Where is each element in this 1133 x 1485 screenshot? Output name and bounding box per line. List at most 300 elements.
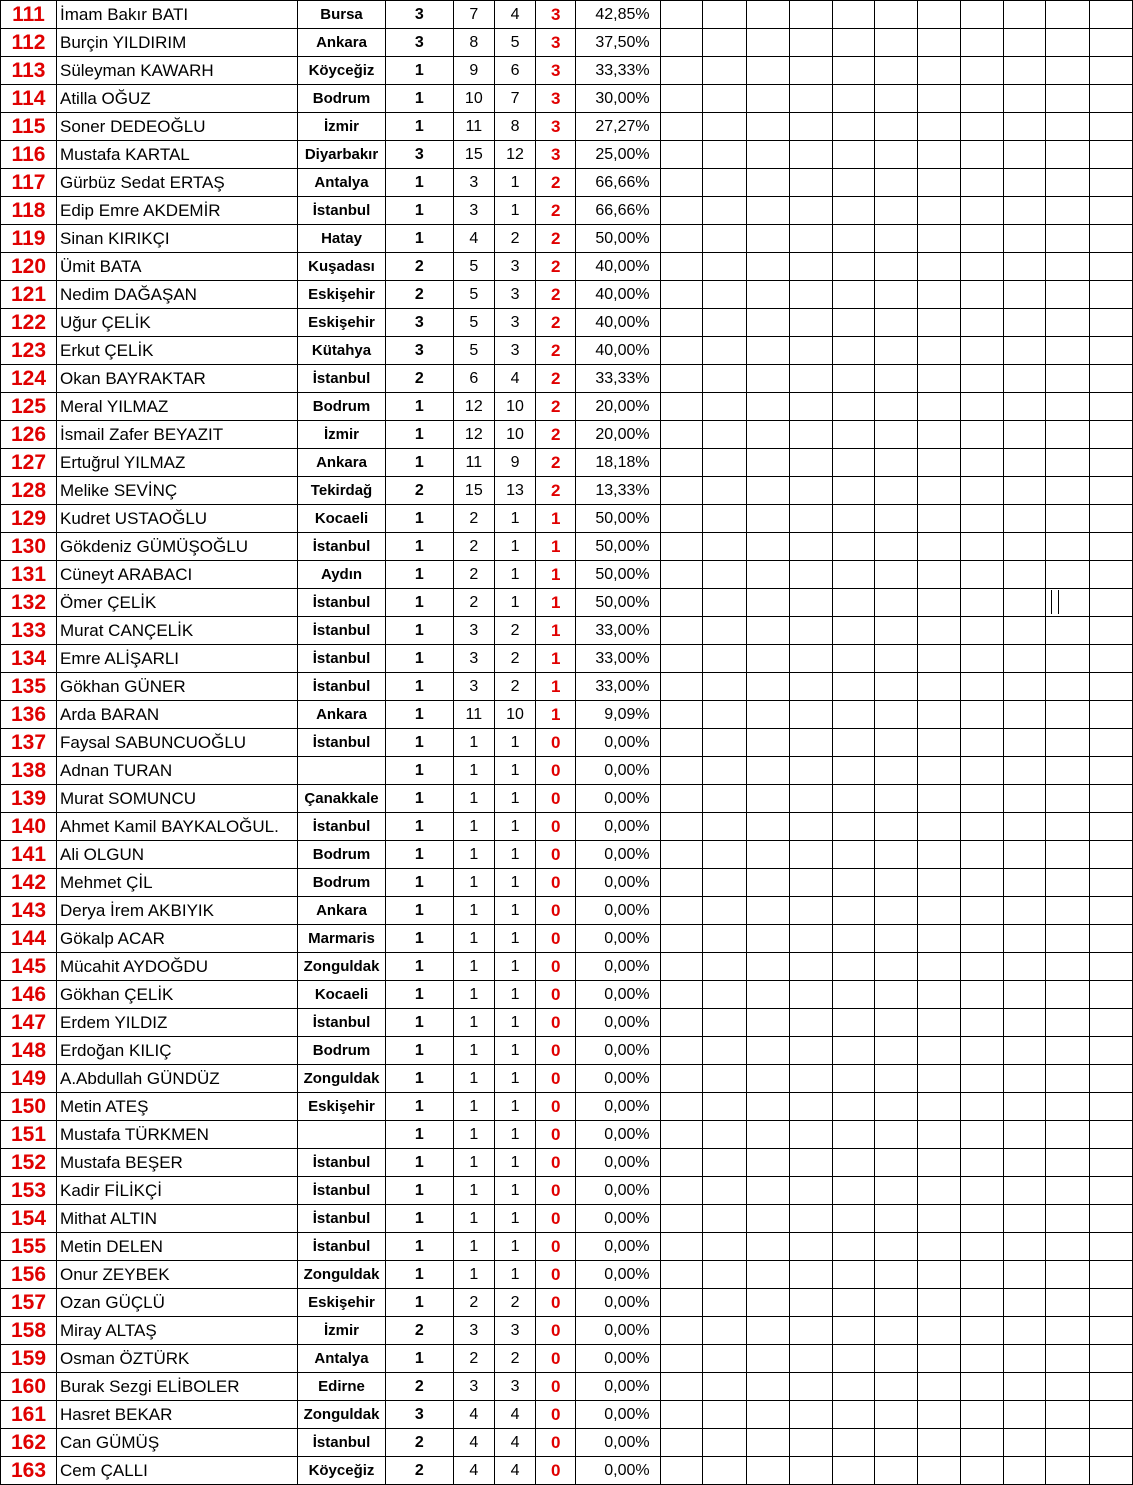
empty-cell[interactable]	[918, 141, 961, 169]
count-cell-2[interactable]: 1	[453, 897, 494, 925]
count-cell-1[interactable]: 1	[385, 1289, 453, 1317]
empty-cell[interactable]	[1090, 533, 1133, 561]
empty-cell[interactable]	[660, 1205, 703, 1233]
empty-cell[interactable]	[832, 1261, 875, 1289]
empty-cell[interactable]	[960, 701, 1003, 729]
city-cell[interactable]: İzmir	[298, 1317, 386, 1345]
player-name-cell[interactable]: Okan BAYRAKTAR	[56, 365, 297, 393]
count-cell-1[interactable]: 2	[385, 477, 453, 505]
empty-cell[interactable]	[660, 169, 703, 197]
points-cell[interactable]: 1	[536, 617, 576, 645]
empty-cell[interactable]	[960, 925, 1003, 953]
empty-cell[interactable]	[1046, 113, 1090, 141]
percentage-cell[interactable]: 0,00%	[576, 1457, 660, 1485]
count-cell-3[interactable]: 1	[494, 197, 536, 225]
empty-cell[interactable]	[1090, 1317, 1133, 1345]
count-cell-3[interactable]: 1	[494, 1205, 536, 1233]
empty-cell[interactable]	[703, 337, 747, 365]
empty-cell[interactable]	[1003, 365, 1046, 393]
player-name-cell[interactable]: Atilla OĞUZ	[56, 85, 297, 113]
empty-cell[interactable]	[1003, 1317, 1046, 1345]
empty-cell[interactable]	[789, 1429, 832, 1457]
empty-cell[interactable]	[1090, 1457, 1133, 1485]
empty-cell[interactable]	[832, 1177, 875, 1205]
city-cell[interactable]: İstanbul	[298, 1177, 386, 1205]
points-cell[interactable]: 2	[536, 337, 576, 365]
empty-cell[interactable]	[1046, 1345, 1090, 1373]
percentage-cell[interactable]: 20,00%	[576, 421, 660, 449]
city-cell[interactable]: Marmaris	[298, 925, 386, 953]
empty-cell[interactable]	[789, 925, 832, 953]
player-name-cell[interactable]: Mehmet ÇİL	[56, 869, 297, 897]
points-cell[interactable]: 3	[536, 141, 576, 169]
empty-cell[interactable]	[1003, 897, 1046, 925]
empty-cell[interactable]	[960, 169, 1003, 197]
empty-cell[interactable]	[960, 1065, 1003, 1093]
empty-cell[interactable]	[832, 1289, 875, 1317]
rank-cell[interactable]: 111	[1, 1, 57, 29]
empty-cell[interactable]	[1003, 561, 1046, 589]
city-cell[interactable]: İstanbul	[298, 1233, 386, 1261]
empty-cell[interactable]	[875, 1121, 918, 1149]
empty-cell[interactable]	[1003, 953, 1046, 981]
empty-cell[interactable]	[1090, 1429, 1133, 1457]
points-cell[interactable]: 2	[536, 169, 576, 197]
player-name-cell[interactable]: Can GÜMÜŞ	[56, 1429, 297, 1457]
player-name-cell[interactable]: Cüneyt ARABACI	[56, 561, 297, 589]
city-cell[interactable]: İzmir	[298, 421, 386, 449]
empty-cell[interactable]	[1090, 757, 1133, 785]
empty-cell[interactable]	[875, 701, 918, 729]
empty-cell[interactable]	[1090, 505, 1133, 533]
player-name-cell[interactable]: İmam Bakır BATI	[56, 1, 297, 29]
empty-cell[interactable]	[1090, 841, 1133, 869]
empty-cell[interactable]	[1046, 197, 1090, 225]
count-cell-1[interactable]: 1	[385, 897, 453, 925]
city-cell[interactable]: Zonguldak	[298, 1065, 386, 1093]
empty-cell[interactable]	[1090, 1401, 1133, 1429]
empty-cell[interactable]	[747, 1233, 790, 1261]
empty-cell[interactable]	[832, 393, 875, 421]
count-cell-1[interactable]: 1	[385, 701, 453, 729]
empty-cell[interactable]	[960, 1233, 1003, 1261]
empty-cell[interactable]	[1046, 1233, 1090, 1261]
player-name-cell[interactable]: Erdoğan KILIÇ	[56, 1037, 297, 1065]
rank-cell[interactable]: 131	[1, 561, 57, 589]
empty-cell[interactable]	[1090, 169, 1133, 197]
percentage-cell[interactable]: 0,00%	[576, 1093, 660, 1121]
empty-cell[interactable]	[703, 421, 747, 449]
empty-cell[interactable]	[1090, 393, 1133, 421]
empty-cell[interactable]	[1090, 1177, 1133, 1205]
empty-cell[interactable]	[789, 365, 832, 393]
player-name-cell[interactable]: Nedim DAĞAŞAN	[56, 281, 297, 309]
player-name-cell[interactable]: Onur ZEYBEK	[56, 1261, 297, 1289]
points-cell[interactable]: 0	[536, 1429, 576, 1457]
count-cell-2[interactable]: 1	[453, 841, 494, 869]
empty-cell[interactable]	[918, 1037, 961, 1065]
empty-cell[interactable]	[1046, 141, 1090, 169]
empty-cell[interactable]	[1003, 1093, 1046, 1121]
empty-cell[interactable]	[1090, 617, 1133, 645]
empty-cell[interactable]	[875, 1317, 918, 1345]
player-name-cell[interactable]: Gökhan GÜNER	[56, 673, 297, 701]
empty-cell[interactable]	[1003, 421, 1046, 449]
empty-cell[interactable]	[660, 225, 703, 253]
empty-cell[interactable]	[1046, 169, 1090, 197]
points-cell[interactable]: 0	[536, 1121, 576, 1149]
points-cell[interactable]: 2	[536, 477, 576, 505]
empty-cell[interactable]	[703, 561, 747, 589]
empty-cell[interactable]	[1046, 309, 1090, 337]
empty-cell[interactable]	[875, 141, 918, 169]
rank-cell[interactable]: 145	[1, 953, 57, 981]
points-cell[interactable]: 0	[536, 897, 576, 925]
percentage-cell[interactable]: 20,00%	[576, 393, 660, 421]
percentage-cell[interactable]: 0,00%	[576, 981, 660, 1009]
count-cell-3[interactable]: 2	[494, 225, 536, 253]
count-cell-2[interactable]: 2	[453, 561, 494, 589]
empty-cell[interactable]	[918, 281, 961, 309]
empty-cell[interactable]	[1046, 673, 1090, 701]
percentage-cell[interactable]: 50,00%	[576, 505, 660, 533]
empty-cell[interactable]	[660, 1037, 703, 1065]
empty-cell[interactable]	[1003, 141, 1046, 169]
empty-cell[interactable]	[703, 29, 747, 57]
empty-cell[interactable]	[703, 925, 747, 953]
empty-cell[interactable]	[1046, 225, 1090, 253]
empty-cell[interactable]	[960, 29, 1003, 57]
empty-cell[interactable]	[789, 1233, 832, 1261]
empty-cell[interactable]	[703, 1289, 747, 1317]
rank-cell[interactable]: 123	[1, 337, 57, 365]
empty-cell[interactable]	[918, 897, 961, 925]
count-cell-2[interactable]: 2	[453, 505, 494, 533]
empty-cell[interactable]	[1003, 1, 1046, 29]
count-cell-1[interactable]: 1	[385, 673, 453, 701]
count-cell-3[interactable]: 4	[494, 365, 536, 393]
empty-cell[interactable]	[1090, 1345, 1133, 1373]
empty-cell[interactable]	[875, 505, 918, 533]
player-name-cell[interactable]: Melike SEVİNÇ	[56, 477, 297, 505]
empty-cell[interactable]	[747, 1401, 790, 1429]
city-cell[interactable]: İstanbul	[298, 645, 386, 673]
empty-cell[interactable]	[918, 365, 961, 393]
empty-cell[interactable]	[1090, 981, 1133, 1009]
empty-cell[interactable]	[875, 1, 918, 29]
city-cell[interactable]: Bodrum	[298, 1037, 386, 1065]
empty-cell[interactable]	[960, 1177, 1003, 1205]
empty-cell[interactable]	[960, 1009, 1003, 1037]
count-cell-3[interactable]: 1	[494, 729, 536, 757]
empty-cell[interactable]	[660, 1373, 703, 1401]
count-cell-1[interactable]: 1	[385, 393, 453, 421]
city-cell[interactable]: Eskişehir	[298, 309, 386, 337]
count-cell-3[interactable]: 1	[494, 757, 536, 785]
empty-cell[interactable]	[832, 1345, 875, 1373]
rank-cell[interactable]: 162	[1, 1429, 57, 1457]
empty-cell[interactable]	[1003, 1149, 1046, 1177]
empty-cell[interactable]	[789, 141, 832, 169]
points-cell[interactable]: 0	[536, 1401, 576, 1429]
points-cell[interactable]: 0	[536, 1205, 576, 1233]
empty-cell[interactable]	[918, 1, 961, 29]
rank-cell[interactable]: 116	[1, 141, 57, 169]
count-cell-3[interactable]: 3	[494, 1317, 536, 1345]
count-cell-1[interactable]: 1	[385, 1093, 453, 1121]
empty-cell[interactable]	[960, 365, 1003, 393]
empty-cell[interactable]	[960, 1457, 1003, 1485]
count-cell-1[interactable]: 3	[385, 1, 453, 29]
percentage-cell[interactable]: 0,00%	[576, 729, 660, 757]
count-cell-2[interactable]: 6	[453, 365, 494, 393]
empty-cell[interactable]	[1003, 1233, 1046, 1261]
rank-cell[interactable]: 160	[1, 1373, 57, 1401]
empty-cell[interactable]	[1003, 617, 1046, 645]
empty-cell[interactable]	[747, 701, 790, 729]
empty-cell[interactable]	[1003, 813, 1046, 841]
empty-cell[interactable]	[960, 1149, 1003, 1177]
empty-cell[interactable]	[832, 141, 875, 169]
empty-cell[interactable]	[918, 925, 961, 953]
empty-cell[interactable]	[747, 1177, 790, 1205]
empty-cell[interactable]	[747, 113, 790, 141]
count-cell-1[interactable]: 1	[385, 1261, 453, 1289]
empty-cell[interactable]	[918, 57, 961, 85]
empty-cell[interactable]	[1003, 589, 1046, 617]
empty-cell[interactable]	[1003, 197, 1046, 225]
count-cell-3[interactable]: 1	[494, 561, 536, 589]
count-cell-3[interactable]: 2	[494, 617, 536, 645]
empty-cell[interactable]	[660, 281, 703, 309]
points-cell[interactable]: 0	[536, 813, 576, 841]
count-cell-3[interactable]: 3	[494, 1373, 536, 1401]
count-cell-1[interactable]: 1	[385, 1205, 453, 1233]
empty-cell[interactable]	[832, 785, 875, 813]
count-cell-2[interactable]: 15	[453, 141, 494, 169]
empty-cell[interactable]	[660, 981, 703, 1009]
empty-cell[interactable]	[1046, 393, 1090, 421]
empty-cell[interactable]	[1046, 337, 1090, 365]
points-cell[interactable]: 1	[536, 673, 576, 701]
empty-cell[interactable]	[703, 1149, 747, 1177]
count-cell-1[interactable]: 2	[385, 1373, 453, 1401]
city-cell[interactable]: Ankara	[298, 449, 386, 477]
empty-cell[interactable]	[918, 561, 961, 589]
empty-cell[interactable]	[875, 1429, 918, 1457]
rank-cell[interactable]: 135	[1, 673, 57, 701]
empty-cell[interactable]	[918, 253, 961, 281]
count-cell-1[interactable]: 1	[385, 1177, 453, 1205]
empty-cell[interactable]	[918, 225, 961, 253]
count-cell-1[interactable]: 1	[385, 1149, 453, 1177]
empty-cell[interactable]	[789, 29, 832, 57]
empty-cell[interactable]	[1003, 757, 1046, 785]
percentage-cell[interactable]: 0,00%	[576, 1261, 660, 1289]
empty-cell[interactable]	[789, 281, 832, 309]
empty-cell[interactable]	[747, 29, 790, 57]
rank-cell[interactable]: 153	[1, 1177, 57, 1205]
count-cell-3[interactable]: 3	[494, 281, 536, 309]
empty-cell[interactable]	[918, 1261, 961, 1289]
percentage-cell[interactable]: 27,27%	[576, 113, 660, 141]
points-cell[interactable]: 2	[536, 253, 576, 281]
percentage-cell[interactable]: 50,00%	[576, 561, 660, 589]
points-cell[interactable]: 2	[536, 393, 576, 421]
empty-cell[interactable]	[660, 869, 703, 897]
percentage-cell[interactable]: 30,00%	[576, 85, 660, 113]
count-cell-3[interactable]: 1	[494, 841, 536, 869]
count-cell-2[interactable]: 1	[453, 729, 494, 757]
empty-cell[interactable]	[1003, 393, 1046, 421]
empty-cell[interactable]	[789, 981, 832, 1009]
empty-cell[interactable]	[1003, 1205, 1046, 1233]
empty-cell[interactable]	[960, 1261, 1003, 1289]
empty-cell[interactable]	[747, 1149, 790, 1177]
empty-cell[interactable]	[789, 1261, 832, 1289]
count-cell-2[interactable]: 1	[453, 925, 494, 953]
city-cell[interactable]: Eskişehir	[298, 1289, 386, 1317]
empty-cell[interactable]	[789, 1317, 832, 1345]
empty-cell[interactable]	[660, 1009, 703, 1037]
count-cell-1[interactable]: 3	[385, 309, 453, 337]
empty-cell[interactable]	[747, 393, 790, 421]
empty-cell[interactable]	[789, 1401, 832, 1429]
empty-cell[interactable]	[1046, 617, 1090, 645]
empty-cell[interactable]	[703, 1121, 747, 1149]
empty-cell[interactable]	[747, 673, 790, 701]
empty-cell[interactable]	[832, 1037, 875, 1065]
empty-cell[interactable]	[660, 1261, 703, 1289]
count-cell-2[interactable]: 1	[453, 785, 494, 813]
empty-cell[interactable]	[1046, 1261, 1090, 1289]
empty-cell[interactable]	[1046, 1065, 1090, 1093]
percentage-cell[interactable]: 0,00%	[576, 869, 660, 897]
rank-cell[interactable]: 140	[1, 813, 57, 841]
rank-cell[interactable]: 147	[1, 1009, 57, 1037]
empty-cell[interactable]	[660, 449, 703, 477]
empty-cell[interactable]	[918, 617, 961, 645]
count-cell-3[interactable]: 1	[494, 589, 536, 617]
empty-cell[interactable]	[789, 57, 832, 85]
empty-cell[interactable]	[1090, 113, 1133, 141]
empty-cell[interactable]	[832, 533, 875, 561]
empty-cell[interactable]	[1046, 1121, 1090, 1149]
empty-cell[interactable]	[1046, 757, 1090, 785]
empty-cell[interactable]	[1003, 1401, 1046, 1429]
empty-cell[interactable]	[1046, 449, 1090, 477]
empty-cell[interactable]	[960, 1317, 1003, 1345]
percentage-cell[interactable]: 0,00%	[576, 1177, 660, 1205]
empty-cell[interactable]	[875, 1149, 918, 1177]
empty-cell[interactable]	[875, 281, 918, 309]
points-cell[interactable]: 0	[536, 1261, 576, 1289]
empty-cell[interactable]	[703, 1009, 747, 1037]
points-cell[interactable]: 0	[536, 953, 576, 981]
empty-cell[interactable]	[789, 897, 832, 925]
empty-cell[interactable]	[918, 169, 961, 197]
player-name-cell[interactable]: Murat CANÇELİK	[56, 617, 297, 645]
empty-cell[interactable]	[1046, 1429, 1090, 1457]
count-cell-3[interactable]: 13	[494, 477, 536, 505]
empty-cell[interactable]	[1090, 701, 1133, 729]
percentage-cell[interactable]: 0,00%	[576, 897, 660, 925]
empty-cell[interactable]	[918, 757, 961, 785]
empty-cell[interactable]	[960, 897, 1003, 925]
empty-cell[interactable]	[789, 197, 832, 225]
percentage-cell[interactable]: 0,00%	[576, 1233, 660, 1261]
empty-cell[interactable]	[703, 1037, 747, 1065]
player-name-cell[interactable]: Faysal SABUNCUOĞLU	[56, 729, 297, 757]
empty-cell[interactable]	[918, 421, 961, 449]
rank-cell[interactable]: 134	[1, 645, 57, 673]
empty-cell[interactable]	[1090, 141, 1133, 169]
empty-cell[interactable]	[1003, 113, 1046, 141]
count-cell-2[interactable]: 4	[453, 1457, 494, 1485]
count-cell-2[interactable]: 7	[453, 1, 494, 29]
count-cell-1[interactable]: 2	[385, 281, 453, 309]
empty-cell[interactable]	[832, 813, 875, 841]
count-cell-1[interactable]: 1	[385, 169, 453, 197]
empty-cell[interactable]	[747, 589, 790, 617]
empty-cell[interactable]	[747, 645, 790, 673]
empty-cell[interactable]	[960, 561, 1003, 589]
count-cell-2[interactable]: 4	[453, 225, 494, 253]
percentage-cell[interactable]: 40,00%	[576, 281, 660, 309]
count-cell-2[interactable]: 2	[453, 1345, 494, 1373]
empty-cell[interactable]	[660, 141, 703, 169]
empty-cell[interactable]	[1003, 1345, 1046, 1373]
empty-cell[interactable]	[1046, 29, 1090, 57]
empty-cell[interactable]	[1090, 1121, 1133, 1149]
empty-cell[interactable]	[918, 449, 961, 477]
count-cell-1[interactable]: 1	[385, 505, 453, 533]
rank-cell[interactable]: 138	[1, 757, 57, 785]
empty-cell[interactable]	[960, 309, 1003, 337]
empty-cell[interactable]	[789, 309, 832, 337]
empty-cell[interactable]	[660, 1, 703, 29]
empty-cell[interactable]	[1003, 225, 1046, 253]
empty-cell[interactable]	[875, 113, 918, 141]
empty-cell[interactable]	[789, 1289, 832, 1317]
empty-cell[interactable]	[1003, 337, 1046, 365]
empty-cell[interactable]	[1090, 813, 1133, 841]
empty-cell[interactable]	[703, 197, 747, 225]
empty-cell[interactable]	[789, 813, 832, 841]
count-cell-1[interactable]: 1	[385, 113, 453, 141]
rank-cell[interactable]: 149	[1, 1065, 57, 1093]
empty-cell[interactable]	[660, 617, 703, 645]
empty-cell[interactable]	[960, 1037, 1003, 1065]
empty-cell[interactable]	[832, 1457, 875, 1485]
empty-cell[interactable]	[789, 1093, 832, 1121]
city-cell[interactable]: Antalya	[298, 169, 386, 197]
percentage-cell[interactable]: 0,00%	[576, 1009, 660, 1037]
count-cell-2[interactable]: 1	[453, 1233, 494, 1261]
empty-cell[interactable]	[960, 757, 1003, 785]
empty-cell[interactable]	[832, 897, 875, 925]
count-cell-3[interactable]: 3	[494, 309, 536, 337]
count-cell-2[interactable]: 3	[453, 197, 494, 225]
count-cell-2[interactable]: 15	[453, 477, 494, 505]
empty-cell[interactable]	[703, 85, 747, 113]
empty-cell[interactable]	[747, 337, 790, 365]
points-cell[interactable]: 1	[536, 701, 576, 729]
empty-cell[interactable]	[832, 505, 875, 533]
city-cell[interactable]: Bodrum	[298, 869, 386, 897]
empty-cell[interactable]	[1003, 1121, 1046, 1149]
player-name-cell[interactable]: Ümit BATA	[56, 253, 297, 281]
